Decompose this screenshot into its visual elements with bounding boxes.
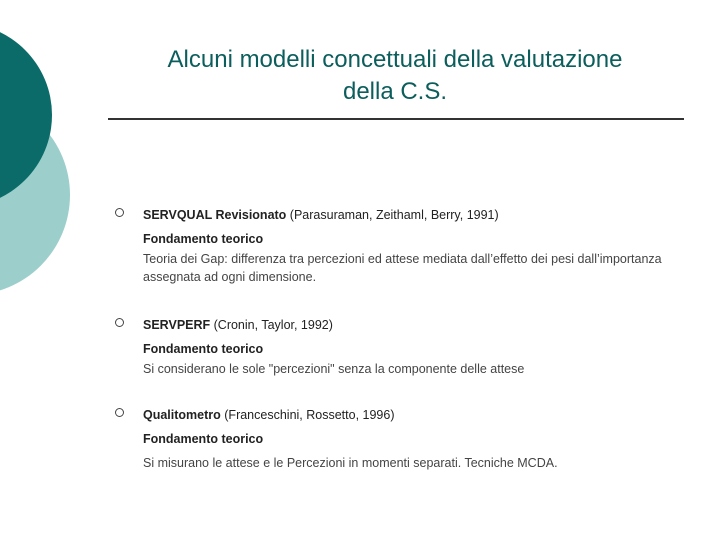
item-name: Qualitometro [143, 408, 221, 422]
item-heading [115, 206, 675, 224]
title-line-1: Alcuni modelli concettuali della valutazione [167, 46, 623, 73]
item-description: Si misurano le attese e le Percezioni in momenti separati. Tecniche MCDA. [143, 456, 558, 470]
item-authors: (Cronin, Taylor, 1992) [210, 318, 333, 332]
item-heading [115, 316, 675, 334]
title-line-2: della C.S. [342, 78, 448, 105]
item-authors: (Parasuraman, Zeithaml, Berry, 1991) [286, 208, 499, 222]
item-description: Teoria dei Gap: differenza tra percezioni ed attese mediata dall’effetto dei pesi dall’importanza assegnata ad ogni dimensione. [143, 252, 662, 284]
title-divider [108, 118, 684, 120]
item-name: SERVQUAL Revisionato [143, 208, 287, 222]
item-authors: (Franceschini, Rossetto, 1996) [220, 408, 395, 422]
list-item-servqual [115, 206, 675, 286]
list-item-qualitometro [115, 406, 675, 472]
item-subhead: Fondamento teorico [143, 342, 264, 356]
item-name: SERVPERF [143, 318, 211, 332]
item-description: Si considerano le sole "percezioni" senza la componente delle attese [143, 362, 525, 376]
bullet-icon [115, 408, 124, 417]
decorative-circles [0, 0, 120, 300]
bullet-icon [115, 208, 124, 217]
list-item-servperf [115, 316, 675, 378]
slide-title [110, 44, 680, 108]
item-heading [115, 406, 675, 424]
bullet-icon [115, 318, 124, 327]
item-subhead: Fondamento teorico [143, 232, 264, 246]
item-subhead: Fondamento teorico [143, 432, 264, 446]
